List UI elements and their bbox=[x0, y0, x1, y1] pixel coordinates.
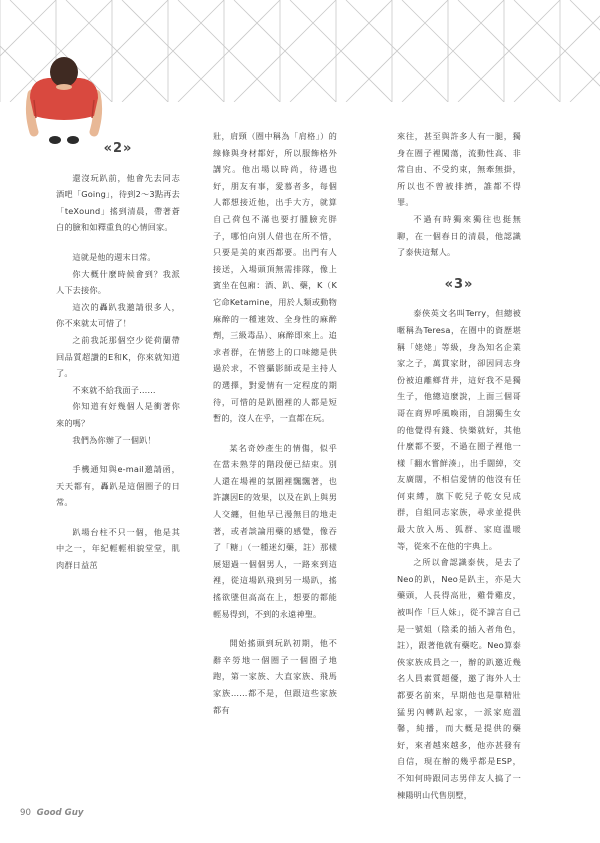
body-paragraph: 手機通知與e-mail邀請函，天天都有，轟趴是這個圈子的日常。 bbox=[56, 464, 180, 508]
section-heading: «2» bbox=[103, 141, 133, 156]
body-paragraph: 趴場台柱不只一個，他是其中之一，年紀輕輕相貌堂堂，肌肉群日益茁 bbox=[56, 526, 180, 571]
body-paragraph: 這就是他的週末日常。 bbox=[72, 251, 156, 262]
magazine-name: Good Guy bbox=[36, 808, 84, 818]
body-paragraph: 開始搖頭到玩趴初期，他不辭辛勞地一個圈子一個圈子地跑，第一家族、大直家族、飛馬家族……都不是，但跟這些家族都有 bbox=[213, 638, 337, 715]
body-paragraph: 你大概什麼時候會到？我派人下去接你。 bbox=[56, 268, 180, 296]
body-paragraph: 你知道有好幾個人是衝著你來的嗎？ bbox=[56, 401, 180, 428]
body-paragraph: 之所以會認識泰俠，是去了Neo的趴，Neo是趴主，亦是大藥頭，人長得高壯，雞骨雞皮，被叫作「巨人妹」，從不諱言自己是一號姐（陰柔的插入者角色，註），跟著他就有藥吃。Neo算泰俠家族成員之一，辦的趴邀近幾名人員素質超優，邀了海外人士都要名前來，早期他也是靠精壯猛男內轉趴起家，一派家庭溫馨，純播，而大概是提供的藥好，來者越來越多，他亦甚發有自信，現在辦的幾乎都是ESP，不知何時跟同志男伴友人搞了一棟陽明山代售別墅， bbox=[397, 557, 521, 800]
column-2 bbox=[213, 128, 337, 718]
column-3 bbox=[397, 128, 521, 803]
body-paragraph: 這次的轟趴我邀請很多人，你不來就太可惜了！ bbox=[56, 301, 180, 329]
body-paragraph: 之前我託那個空少從荷蘭帶回品質超讚的E和K，你來就知道了。 bbox=[56, 334, 180, 379]
page-footer bbox=[20, 808, 83, 818]
page-number: 90 bbox=[20, 808, 31, 818]
body-paragraph: 泰俠英文名叫Terry，但總被暱稱為Teresa，在圈中的資歷堪稱「姥姥」等級，身為知名企業家之子，萬貫家財，卻因同志身份被迫離鄉背井，這好我不是獨生子，他總這麼說，上面三個哥哥在商界呼風喚雨，自詡獨生女的他覺得有錢、快樂就好，其他什麼都不要，不過在圈子裡他一樣「翻水嘗鮮湊」，出手闊綽，交友廣闊，不相信愛情的他沒有任何束縛，旗下乾兒子乾女兒成群，自組同志家族，尋求並提供最大放入馬、狐群、家庭溫暖等，從來不在他的宇典上。 bbox=[397, 308, 521, 551]
body-paragraph: 不過有時獨來獨往也挺無聊，在一個春日的清晨，他認識了泰俠這幫人。 bbox=[397, 213, 521, 258]
section-heading: «3» bbox=[444, 276, 474, 292]
body-paragraph: 不來就不給我面子…… bbox=[72, 384, 156, 395]
body-paragraph: 某名奇妙產生的情傷，似乎在當未熟芽的階段便已結束。別人還在場裡的氛圍裡飄飄著，也許讓因E的效果，以及在趴上與男人交纏，但他早已漫無目的地走著，或者談論用藥的感覺，像吞了「糖」（一種迷幻藥，註）那樣展翅過一個個男人，一路來到這裡，從這場趴飛到另一場趴，搖搖欲墜但高高在上，想要的都能輕易得到，不到的永遠神聖。 bbox=[213, 442, 337, 619]
body-paragraph: 來往，甚至與許多人有一腿，獨身在圈子裡闖蕩，流動性高、非常自由、不受約束，無牽無掛，所以也不曾被排擠，誰都不得罪。 bbox=[397, 131, 521, 208]
body-paragraph: 壯，肩頸（圈中稱為「肩格」）的線條與身材都好，所以服飾格外講究。他出場以時尚，待遇也好，朋友有事，愛慕者多，每個人都想接近他，出手大方，就算自己荷包不滿也要打腫臉充胖子，哪怕向別人借也在所不惜，只要是美的東西都要。出門有人接送，入場頭頂無需排隊，像上賓坐在包廂：酒、趴、藥，K（K它命Ketamine，用於人類或動物麻醉的一種速效、全身性的麻醉劑，三級毒品）、麻醉即來上。追求者群，在情慾上的口味總是供過於求，不管攝影師或是主持人的選擇，對愛情有一定程度的期待，可惜的是趴圈裡的人都是短暫的，沒人在乎，一直都在玩。 bbox=[213, 131, 337, 424]
column-1 bbox=[56, 128, 180, 574]
body-paragraph: 我們為你辦了一個趴！ bbox=[72, 434, 156, 445]
body-paragraph: 還沒玩趴前，他會先去同志酒吧「Going」，待到2～3點再去「teXound」搖到清晨，帶著蒼白的臉和如釋重負的心情回家。 bbox=[56, 172, 180, 233]
